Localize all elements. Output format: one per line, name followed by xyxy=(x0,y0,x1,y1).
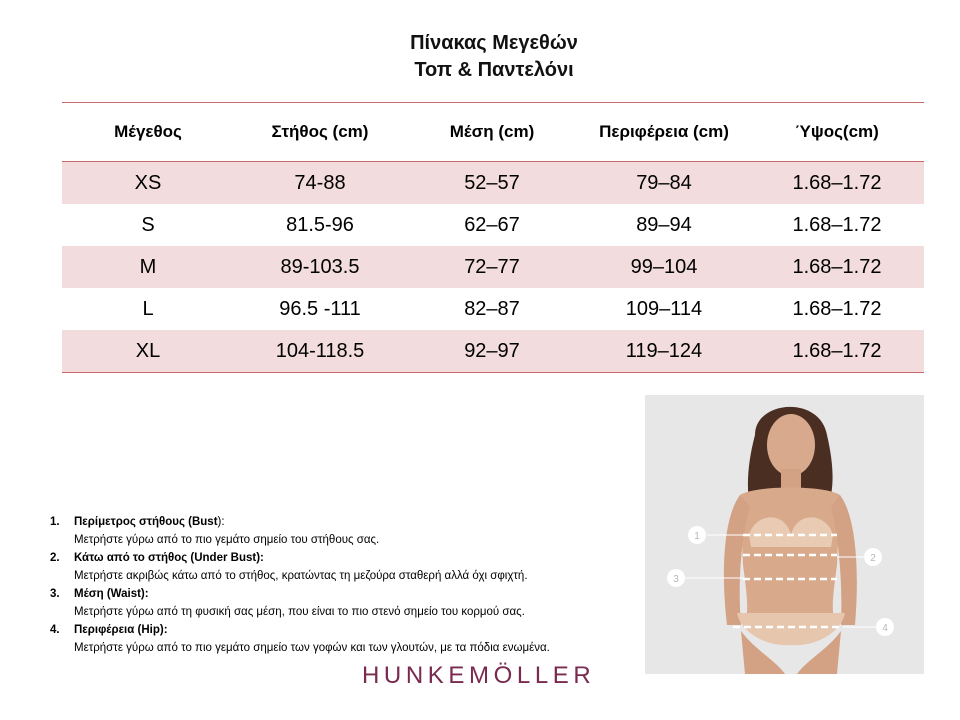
page-title xyxy=(0,30,960,84)
cell-hip: 79–84 xyxy=(578,162,750,205)
instruction-title: Περιφέρεια (Hip): xyxy=(74,624,168,636)
instruction-title-text: Περίμετρος στήθους (Bust xyxy=(74,516,218,528)
instruction-title: Κάτω από το στήθος (Under Bust): xyxy=(74,552,264,564)
cell-size: XS xyxy=(62,162,234,205)
cell-bust: 104-118.5 xyxy=(234,330,406,373)
header-hip: Περιφέρεια (cm) xyxy=(578,103,750,162)
instruction-hip xyxy=(50,621,650,657)
cell-size: M xyxy=(62,246,234,288)
instruction-number: 4. xyxy=(50,624,60,636)
instruction-under-bust xyxy=(50,549,650,585)
instruction-title-suffix: ): xyxy=(217,516,225,528)
cell-waist: 62–67 xyxy=(464,213,520,236)
title-line-2: Τοπ & Παντελόνι xyxy=(414,59,574,81)
marker-label: 3 xyxy=(673,574,679,585)
table-row xyxy=(62,162,924,205)
marker-label: 4 xyxy=(882,623,888,634)
instruction-number: 1. xyxy=(50,516,60,528)
table-row xyxy=(62,204,924,246)
cell-bust: 81.5-96 xyxy=(286,213,354,236)
cell-size: L xyxy=(142,297,154,320)
marker-label: 1 xyxy=(694,531,700,542)
cell-height: 1.68–1.72 xyxy=(792,213,882,236)
cell-waist: 82–87 xyxy=(464,297,520,320)
size-chart-table xyxy=(62,102,924,373)
instruction-description: Μετρήστε ακριβώς κάτω από το στήθος, κρατώντας τη μεζούρα σταθερή αλλά όχι σφιχτή. xyxy=(74,570,528,582)
cell-hip: 89–94 xyxy=(636,213,692,236)
header-waist: Μέση (cm) xyxy=(406,103,578,162)
cell-height: 1.68–1.72 xyxy=(750,162,924,205)
model-illustration xyxy=(645,395,924,674)
instruction-bust xyxy=(50,513,650,549)
measurement-instructions xyxy=(50,513,650,657)
cell-waist: 92–97 xyxy=(406,330,578,373)
instruction-number: 3. xyxy=(50,588,60,600)
cell-height: 1.68–1.72 xyxy=(792,297,882,320)
header-bust: Στήθος (cm) xyxy=(234,103,406,162)
cell-hip: 119–124 xyxy=(578,330,750,373)
table-row xyxy=(62,288,924,330)
brand-logo: HUNKEMÖLLER xyxy=(362,662,596,689)
instruction-number: 2. xyxy=(50,552,60,564)
cell-bust: 74-88 xyxy=(234,162,406,205)
table-header-row xyxy=(62,103,924,162)
model-measurement-photo xyxy=(645,395,924,674)
table-row xyxy=(62,246,924,288)
instruction-title xyxy=(50,513,650,531)
instruction-description: Μετρήστε γύρω από το πιο γεμάτο σημείο του στήθους σας. xyxy=(74,534,380,546)
instruction-waist xyxy=(50,585,650,621)
cell-hip: 99–104 xyxy=(578,246,750,288)
cell-bust: 89-103.5 xyxy=(234,246,406,288)
cell-height: 1.68–1.72 xyxy=(750,330,924,373)
cell-height: 1.68–1.72 xyxy=(750,246,924,288)
cell-hip: 109–114 xyxy=(625,297,703,320)
marker-label: 2 xyxy=(870,553,876,564)
instruction-description: Μετρήστε γύρω από το πιο γεμάτο σημείο των γοφών και των γλουτών, με τα πόδια ενωμένα. xyxy=(74,642,550,654)
marker-3 xyxy=(667,569,685,587)
instruction-title: Μέση (Waist): xyxy=(74,588,149,600)
cell-size: XL xyxy=(62,330,234,373)
header-height: Ύψος(cm) xyxy=(750,103,924,162)
marker-4 xyxy=(876,618,894,636)
marker-1 xyxy=(688,526,706,544)
marker-2 xyxy=(864,548,882,566)
instruction-description: Μετρήστε γύρω από τη φυσική σας μέση, που είναι το πιο στενό σημείο του κορμού σας. xyxy=(74,606,525,618)
cell-waist: 72–77 xyxy=(406,246,578,288)
title-line-1: Πίνακας Μεγεθών xyxy=(410,32,578,54)
cell-bust: 96.5 -111 xyxy=(279,297,361,320)
cell-waist: 52–57 xyxy=(406,162,578,205)
header-size: Μέγεθος xyxy=(62,103,234,162)
table-row xyxy=(62,330,924,373)
cell-size: S xyxy=(141,213,155,236)
